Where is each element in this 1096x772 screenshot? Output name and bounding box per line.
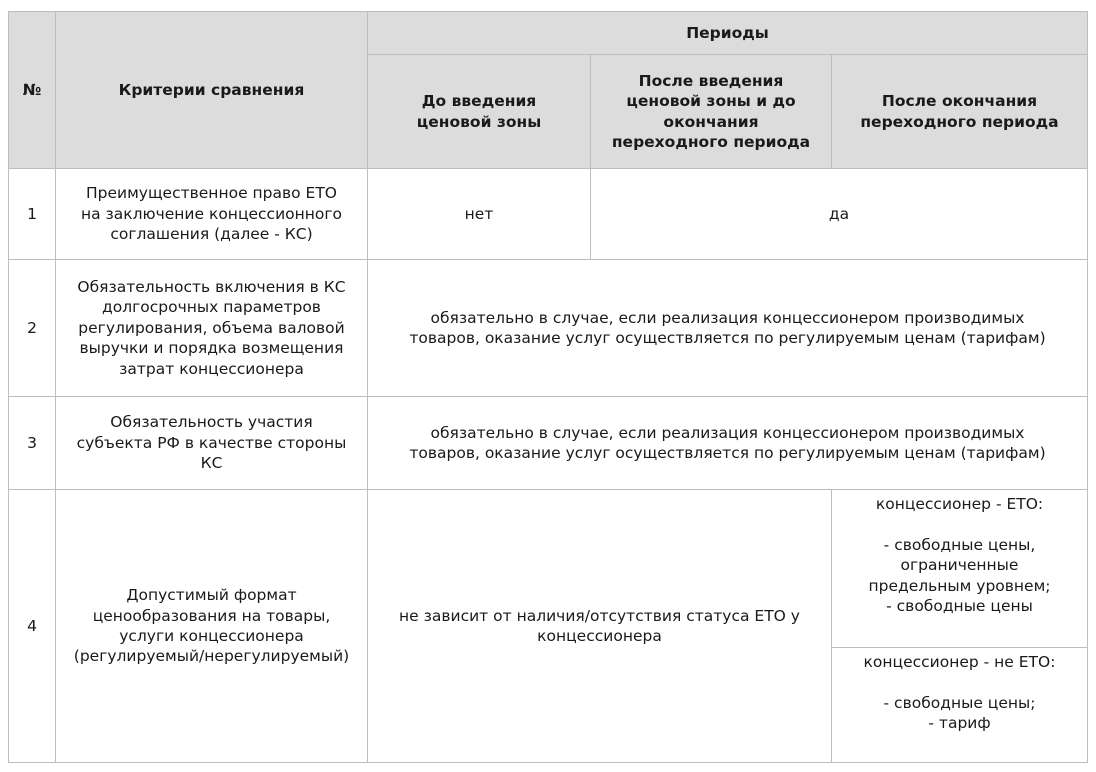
criterion-cell: Допустимый формат ценообразования на товары, услуги концессионера (регулируемый/нерегулируемый) [56,490,368,763]
table-row [9,490,1088,648]
periods-header: Периоды [368,12,1088,55]
eto-value-cell: концессионер - ЕТО: - свободные цены, ограниченные предельным уровнем; - свободные цены [832,490,1088,648]
after-transition-header: После окончания переходного периода [832,55,1088,169]
row-number: 1 [9,169,56,260]
row-number: 2 [9,260,56,397]
before-price-zone-header: До введения ценовой зоны [368,55,591,169]
criteria-header: Критерии сравнения [56,12,368,169]
before-value-cell: нет [368,169,591,260]
table-row [9,397,1088,490]
merged-value-cell: не зависит от наличия/отсутствия статуса ЕТО у концессионера [368,490,832,763]
row-number: 4 [9,490,56,763]
table-row [9,260,1088,397]
after-value-cell: да [591,169,1088,260]
table-row [9,169,1088,260]
merged-value-cell: обязательно в случае, если реализация концессионером производимых товаров, оказание услуг осуществляется по регулируемым ценам (тарифам) [368,397,1088,490]
row-number: 3 [9,397,56,490]
criterion-cell: Обязательность включения в КС долгосрочных параметров регулирования, объема валовой выручки и порядка возмещения затрат концессионера [56,260,368,397]
criterion-cell: Обязательность участия субъекта РФ в качестве стороны КС [56,397,368,490]
merged-value-cell: обязательно в случае, если реализация концессионером производимых товаров, оказание услуг осуществляется по регулируемым ценам (тарифам) [368,260,1088,397]
criterion-cell: Преимущественное право ЕТО на заключение концессионного соглашения (далее - КС) [56,169,368,260]
transition-period-header: После введения ценовой зоны и до окончания переходного периода [591,55,832,169]
header-row [9,12,1088,55]
non-eto-value-cell: концессионер - не ЕТО: - свободные цены; - тариф [832,648,1088,763]
number-header: № [9,12,56,169]
comparison-table [8,11,1088,763]
